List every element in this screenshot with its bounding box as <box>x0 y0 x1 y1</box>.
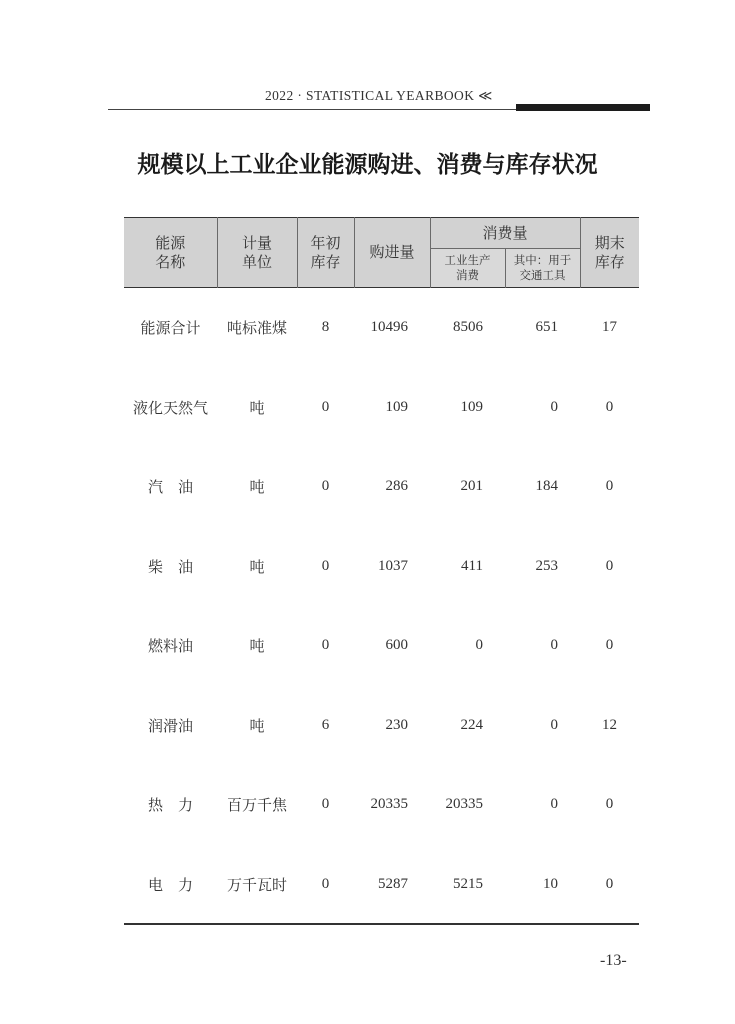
table-row <box>124 288 639 368</box>
unit: 百万千焦 <box>226 796 287 815</box>
closing-stock: 0 <box>605 796 614 813</box>
transport-use: 0 <box>550 796 559 813</box>
table-row <box>124 606 639 686</box>
transport-use: 0 <box>550 716 559 733</box>
transport-use: 651 <box>535 319 559 336</box>
table-row <box>124 527 639 607</box>
unit: 吨 <box>249 478 265 497</box>
unit: 吨 <box>249 637 265 656</box>
industrial-consumption: 5215 <box>453 875 483 892</box>
transport-use: 10 <box>543 875 559 892</box>
closing-stock: 0 <box>605 875 614 892</box>
unit: 吨标准煤 <box>226 319 287 338</box>
header-transport-use: 其中：用于 交通工具 <box>505 249 580 288</box>
purchase: 5287 <box>378 875 408 892</box>
purchase: 1037 <box>378 557 408 574</box>
unit: 吨 <box>249 557 265 576</box>
opening-stock: 6 <box>321 716 330 733</box>
transport-use: 184 <box>535 478 559 495</box>
transport-use: 0 <box>550 398 559 415</box>
industrial-consumption: 201 <box>460 478 483 495</box>
industrial-consumption: 20335 <box>445 796 483 813</box>
opening-stock: 0 <box>321 398 330 415</box>
closing-stock: 17 <box>602 319 618 336</box>
purchase: 10496 <box>370 319 408 336</box>
header-unit: 计量 单位 <box>217 218 297 288</box>
transport-use: 0 <box>550 637 559 654</box>
header-purchase: 购进量 <box>354 218 430 288</box>
table-row <box>124 765 639 845</box>
industrial-consumption: 411 <box>461 557 483 574</box>
header-rule-bar <box>516 104 650 111</box>
energy-name: 润滑油 <box>147 716 193 735</box>
transport-use: 253 <box>535 557 559 574</box>
opening-stock: 8 <box>321 319 330 336</box>
unit: 万千瓦时 <box>226 875 287 894</box>
purchase: 230 <box>385 716 408 733</box>
energy-name: 柴 油 <box>147 557 193 576</box>
opening-stock: 0 <box>321 637 330 654</box>
table-row <box>124 368 639 448</box>
page-number: -13- <box>600 952 627 969</box>
energy-name: 液化天然气 <box>132 398 208 417</box>
header-closing-stock: 期末 库存 <box>580 218 639 288</box>
purchase: 600 <box>385 637 408 654</box>
industrial-consumption: 109 <box>460 398 483 415</box>
page-title: 规模以上工业企业能源购进、消费与库存状况 <box>137 151 598 178</box>
industrial-consumption: 224 <box>460 716 483 733</box>
table-row <box>124 845 639 925</box>
header-energy-name: 能源 名称 <box>124 218 217 288</box>
purchase: 286 <box>385 478 408 495</box>
opening-stock: 0 <box>321 478 330 495</box>
running-head: 2022 · STATISTICAL YEARBOOK ≪ <box>265 88 493 103</box>
table-row <box>124 447 639 527</box>
closing-stock: 0 <box>605 557 614 574</box>
energy-name: 汽 油 <box>147 478 193 497</box>
header-rule <box>108 109 548 110</box>
opening-stock: 0 <box>321 796 330 813</box>
header-opening-stock: 年初 库存 <box>297 218 354 288</box>
opening-stock: 0 <box>321 557 330 574</box>
energy-name: 能源合计 <box>140 319 201 338</box>
unit: 吨 <box>249 716 265 735</box>
energy-table <box>124 217 639 924</box>
closing-stock: 0 <box>605 478 614 495</box>
energy-name: 电 力 <box>147 875 193 894</box>
purchase: 20335 <box>370 796 408 813</box>
energy-name: 热 力 <box>147 796 193 815</box>
opening-stock: 0 <box>321 875 330 892</box>
header-industrial-consumption: 工业生产 消费 <box>430 249 505 288</box>
industrial-consumption: 0 <box>475 637 483 654</box>
table-row <box>124 686 639 766</box>
energy-name: 燃料油 <box>147 637 193 656</box>
purchase: 109 <box>385 398 408 415</box>
table-bottom-rule <box>124 923 639 925</box>
unit: 吨 <box>249 398 265 417</box>
closing-stock: 0 <box>605 637 614 654</box>
header-consumption: 消费量 <box>430 218 580 249</box>
closing-stock: 12 <box>602 716 618 733</box>
closing-stock: 0 <box>605 398 614 415</box>
industrial-consumption: 8506 <box>453 319 483 336</box>
